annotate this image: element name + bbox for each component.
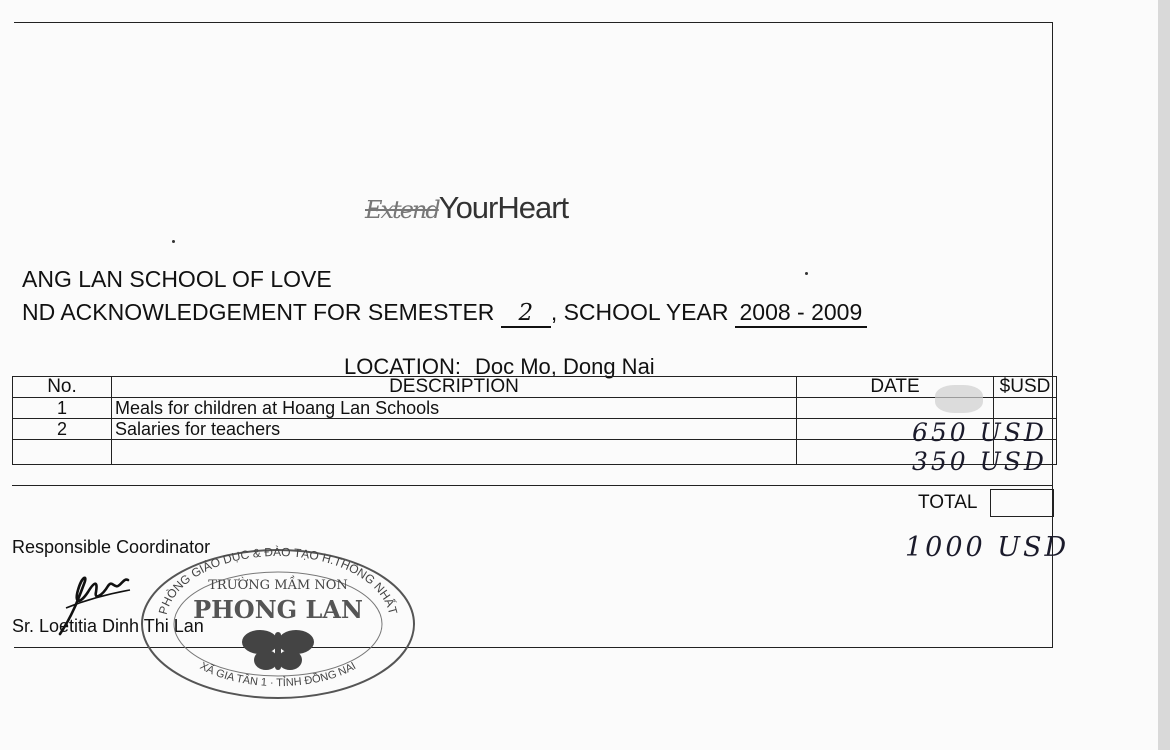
header-no: No. [13, 377, 112, 398]
total-box [990, 489, 1054, 517]
table-row-empty [13, 440, 1057, 465]
acknowledgement-prefix: ND ACKNOWLEDGEMENT FOR SEMESTER [22, 299, 495, 325]
stamp-top-arc: PHÒNG GIÁO DỤC & ĐÀO TẠO H.THỐNG NHẤT [155, 544, 401, 616]
school-year-label: , SCHOOL YEAR [550, 299, 729, 325]
school-title: ANG LAN SCHOOL OF LOVE [22, 266, 332, 292]
semester-value: 2 [501, 300, 551, 328]
table-row [13, 398, 1057, 419]
expense-table [12, 376, 1057, 465]
stamp-line1: TRƯỜNG MẦM NON [208, 578, 348, 593]
total-divider [12, 485, 1052, 486]
logo-text: YourHeart [438, 190, 569, 225]
row-description: Salaries for teachers [112, 419, 797, 440]
signer-name: Sr. Loetitia Dinh Thi Lan [12, 616, 204, 636]
acknowledgement-title [22, 299, 867, 328]
organization-logo [365, 190, 568, 226]
stamp-bottom-arc: XÃ GIA TÂN 1 · TỈNH ĐỒNG NAI [197, 660, 359, 690]
row-no: 2 [13, 419, 112, 440]
header-description: DESCRIPTION [112, 377, 797, 398]
school-year-value: 2008 - 2009 [735, 299, 867, 328]
total-amount: 1000 USD [905, 532, 1070, 563]
butterfly-icon [242, 630, 314, 670]
logo-faded-text: Extend [365, 196, 439, 224]
school-seal-stamp [138, 536, 418, 701]
row-no: 1 [13, 398, 112, 419]
total-label: TOTAL [918, 492, 978, 513]
table-row [13, 419, 1057, 440]
scan-smudge [935, 385, 983, 413]
coordinator-label: Responsible Coordinator [12, 537, 211, 557]
stamp-line2: PHONG LAN [193, 595, 363, 624]
row-description: Meals for children at Hoang Lan Schools [112, 398, 797, 419]
scan-edge [1158, 0, 1170, 750]
location-label: LOCATION: [344, 354, 461, 379]
amount-row-2: 350 USD [912, 447, 1047, 476]
location-value: Doc Mo, Dong Nai [474, 354, 655, 379]
header-usd: $USD [994, 377, 1057, 398]
table-header-row [13, 377, 1057, 398]
header-date: DATE [797, 377, 994, 398]
amount-row-1: 650 USD [912, 418, 1047, 447]
